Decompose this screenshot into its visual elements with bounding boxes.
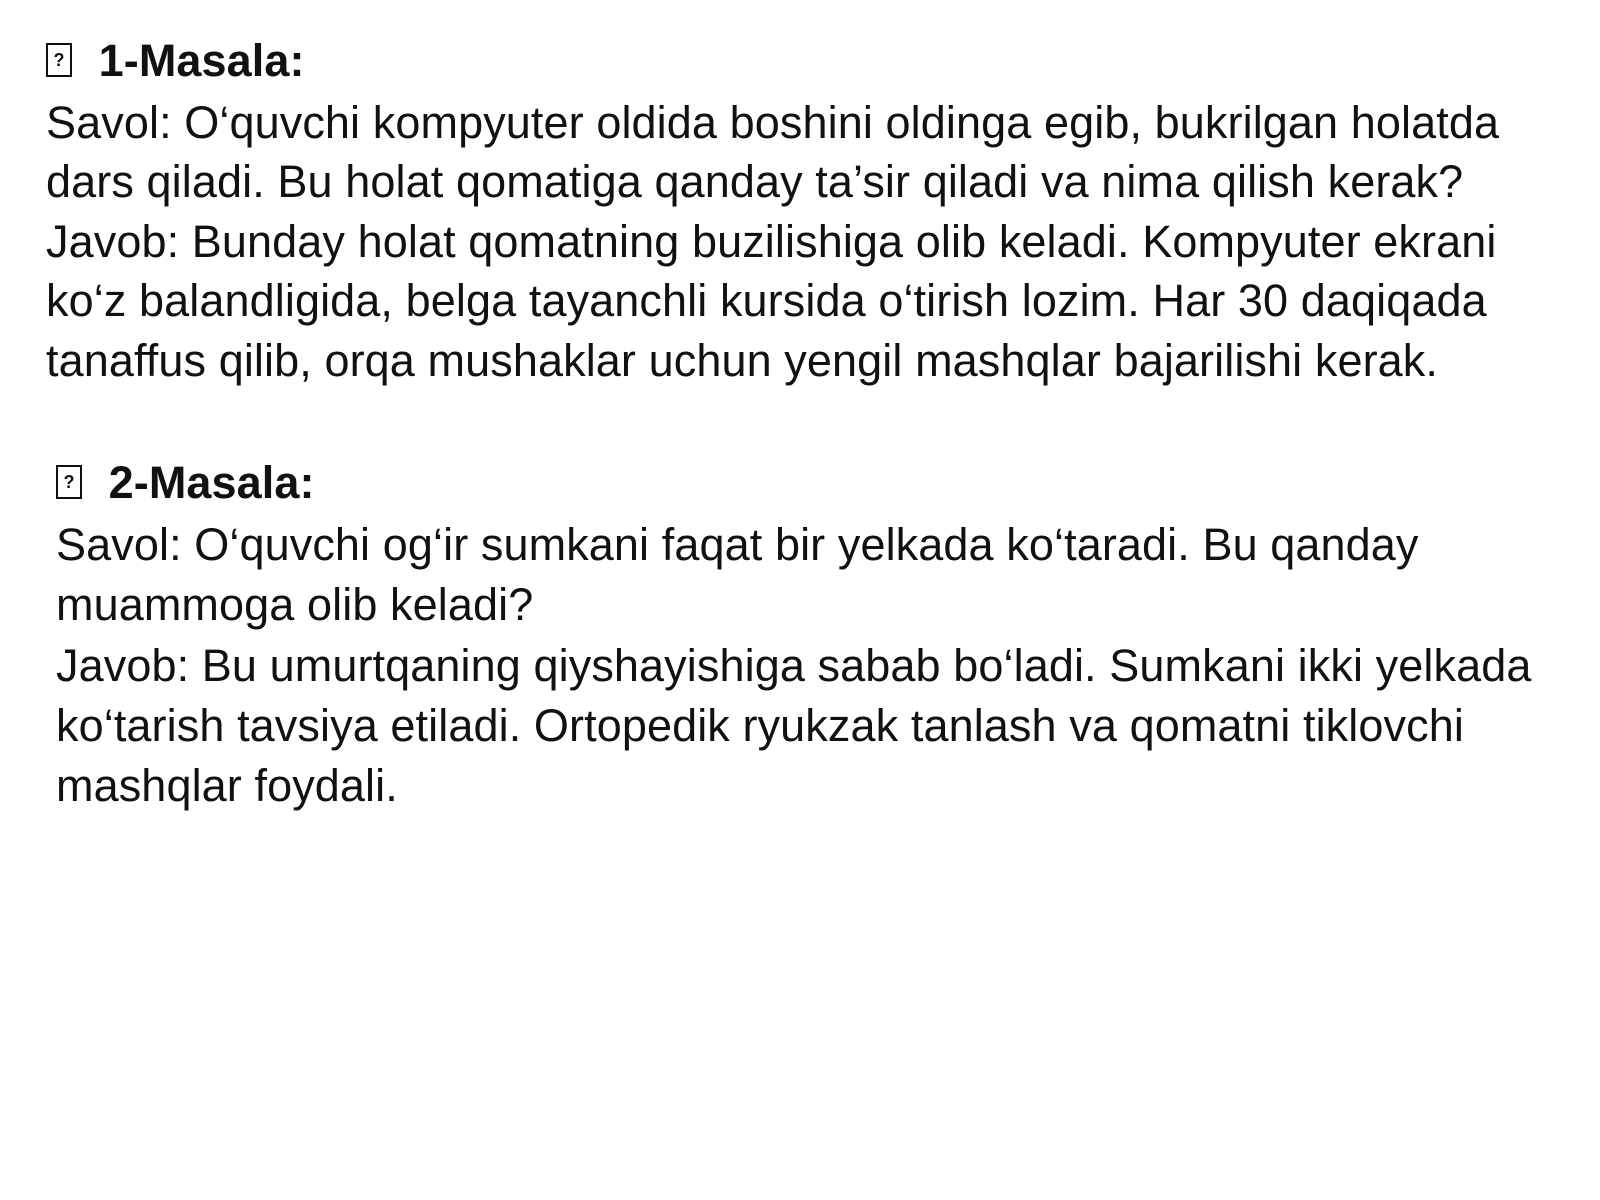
question-mark-box-icon	[46, 39, 72, 85]
problem-2-heading	[46, 456, 1556, 509]
problem-block-1	[46, 34, 1556, 390]
problem-1-answer: Javob: Bunday holat qomatning buzilishiga olib keladi. Kompyuter ekrani ko‘z balandligida, belga tayanchli kursida o‘tirish lozim. Har 30 daqiqada tanaffus qilib, orqa mushaklar uchun yengil mashqlar bajarilishi kerak.	[46, 215, 1497, 386]
problem-1-heading-label: 1-Masala:	[98, 35, 305, 86]
problem-1-heading	[46, 34, 1556, 87]
problem-2-question: Savol: O‘quvchi og‘ir sumkani faqat bir yelkada ko‘taradi. Bu qanday muammoga olib keladi?	[56, 519, 1419, 631]
question-mark-box-icon	[56, 461, 82, 507]
problem-block-2	[46, 456, 1556, 817]
problem-1-question: Savol: O‘quvchi kompyuter oldida boshini oldinga egib, bukrilgan holatda dars qiladi. Bu holat qomatiga qanday ta’sir qiladi va nima qilish kerak?	[46, 97, 1500, 208]
problem-2-answer: Javob: Bu umurtqaning qiyshayishiga sabab bo‘ladi. Sumkani ikki yelkada ko‘tarish tavsiya etiladi. Ortopedik ryukzak tanlash va qomatni tiklovchi mashqlar foydali.	[56, 639, 1532, 812]
problem-2-heading-label: 2-Masala:	[108, 457, 315, 509]
